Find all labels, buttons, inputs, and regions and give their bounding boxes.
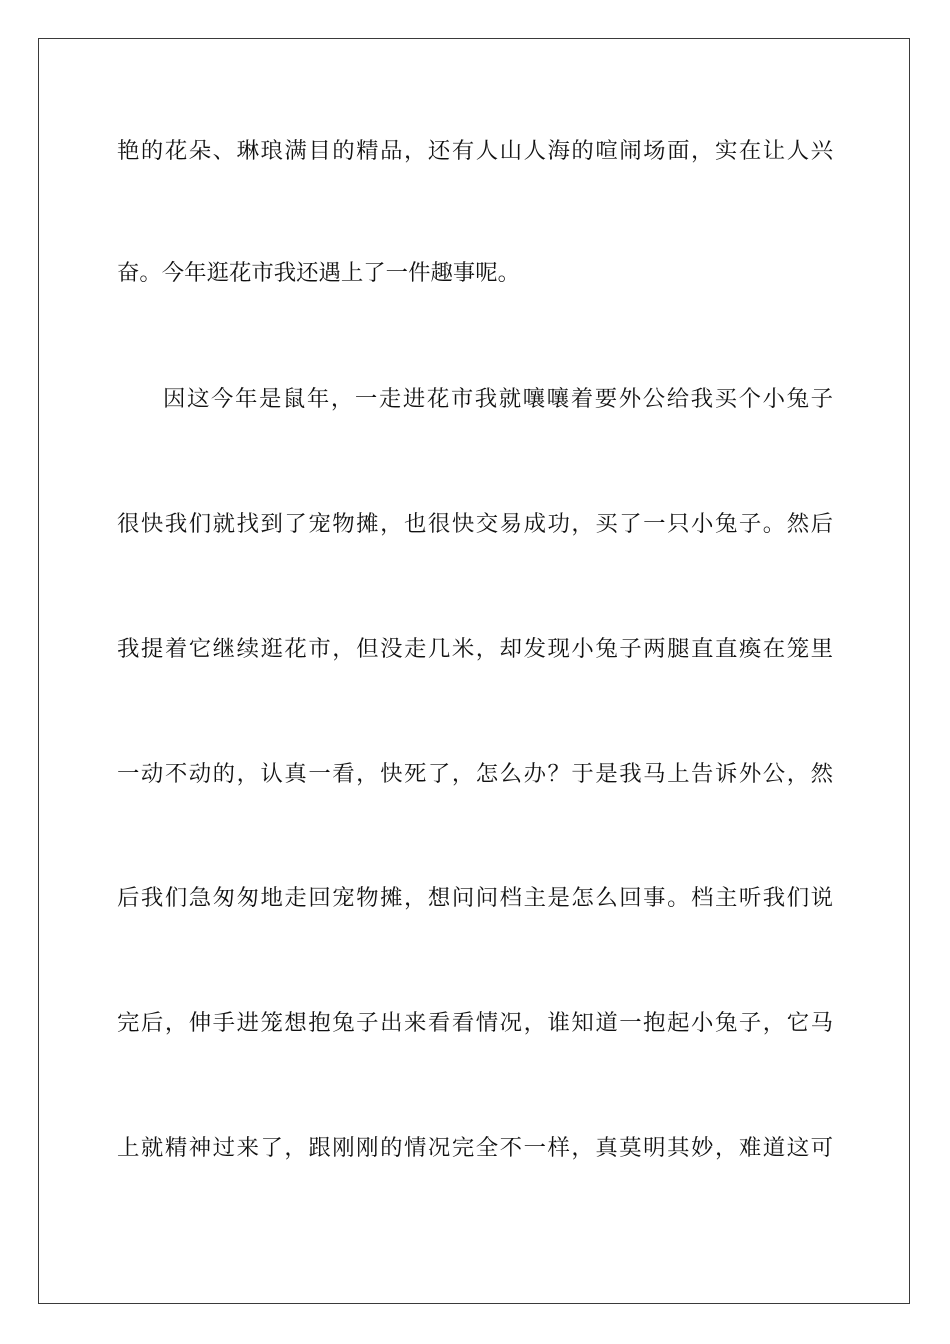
- body-text-line: 一动不动的，认真一看，快死了，怎么办？于是我马上告诉外公，然: [117, 761, 833, 787]
- body-text-line: 因这今年是鼠年，一走进花市我就嚷嚷着要外公给我买个小兔子: [163, 386, 833, 412]
- body-text-line: 我提着它继续逛花市，但没走几米，却发现小兔子两腿直直瘓在笼里: [117, 636, 833, 662]
- body-text-line: 艳的花朵、琳琅满目的精品，还有人山人海的喧闹场面，实在让人兴: [117, 138, 833, 164]
- body-text-line: 完后，伸手进笼想抱兔子出来看看情况，谁知道一抱起小兔子，它马: [117, 1010, 833, 1036]
- body-text-line: 奋。今年逛花市我还遇上了一件趣事呢。: [117, 260, 521, 286]
- body-text-line: 上就精神过来了，跟刚刚的情况完全不一样，真莫明其妙，难道这可: [117, 1135, 833, 1161]
- body-text-line: 后我们急匆匆地走回宠物摊，想问问档主是怎么回事。档主听我们说: [117, 885, 833, 911]
- body-text-line: 很快我们就找到了宠物摊，也很快交易成功，买了一只小兔子。然后: [117, 511, 833, 537]
- page-border: [38, 38, 910, 1304]
